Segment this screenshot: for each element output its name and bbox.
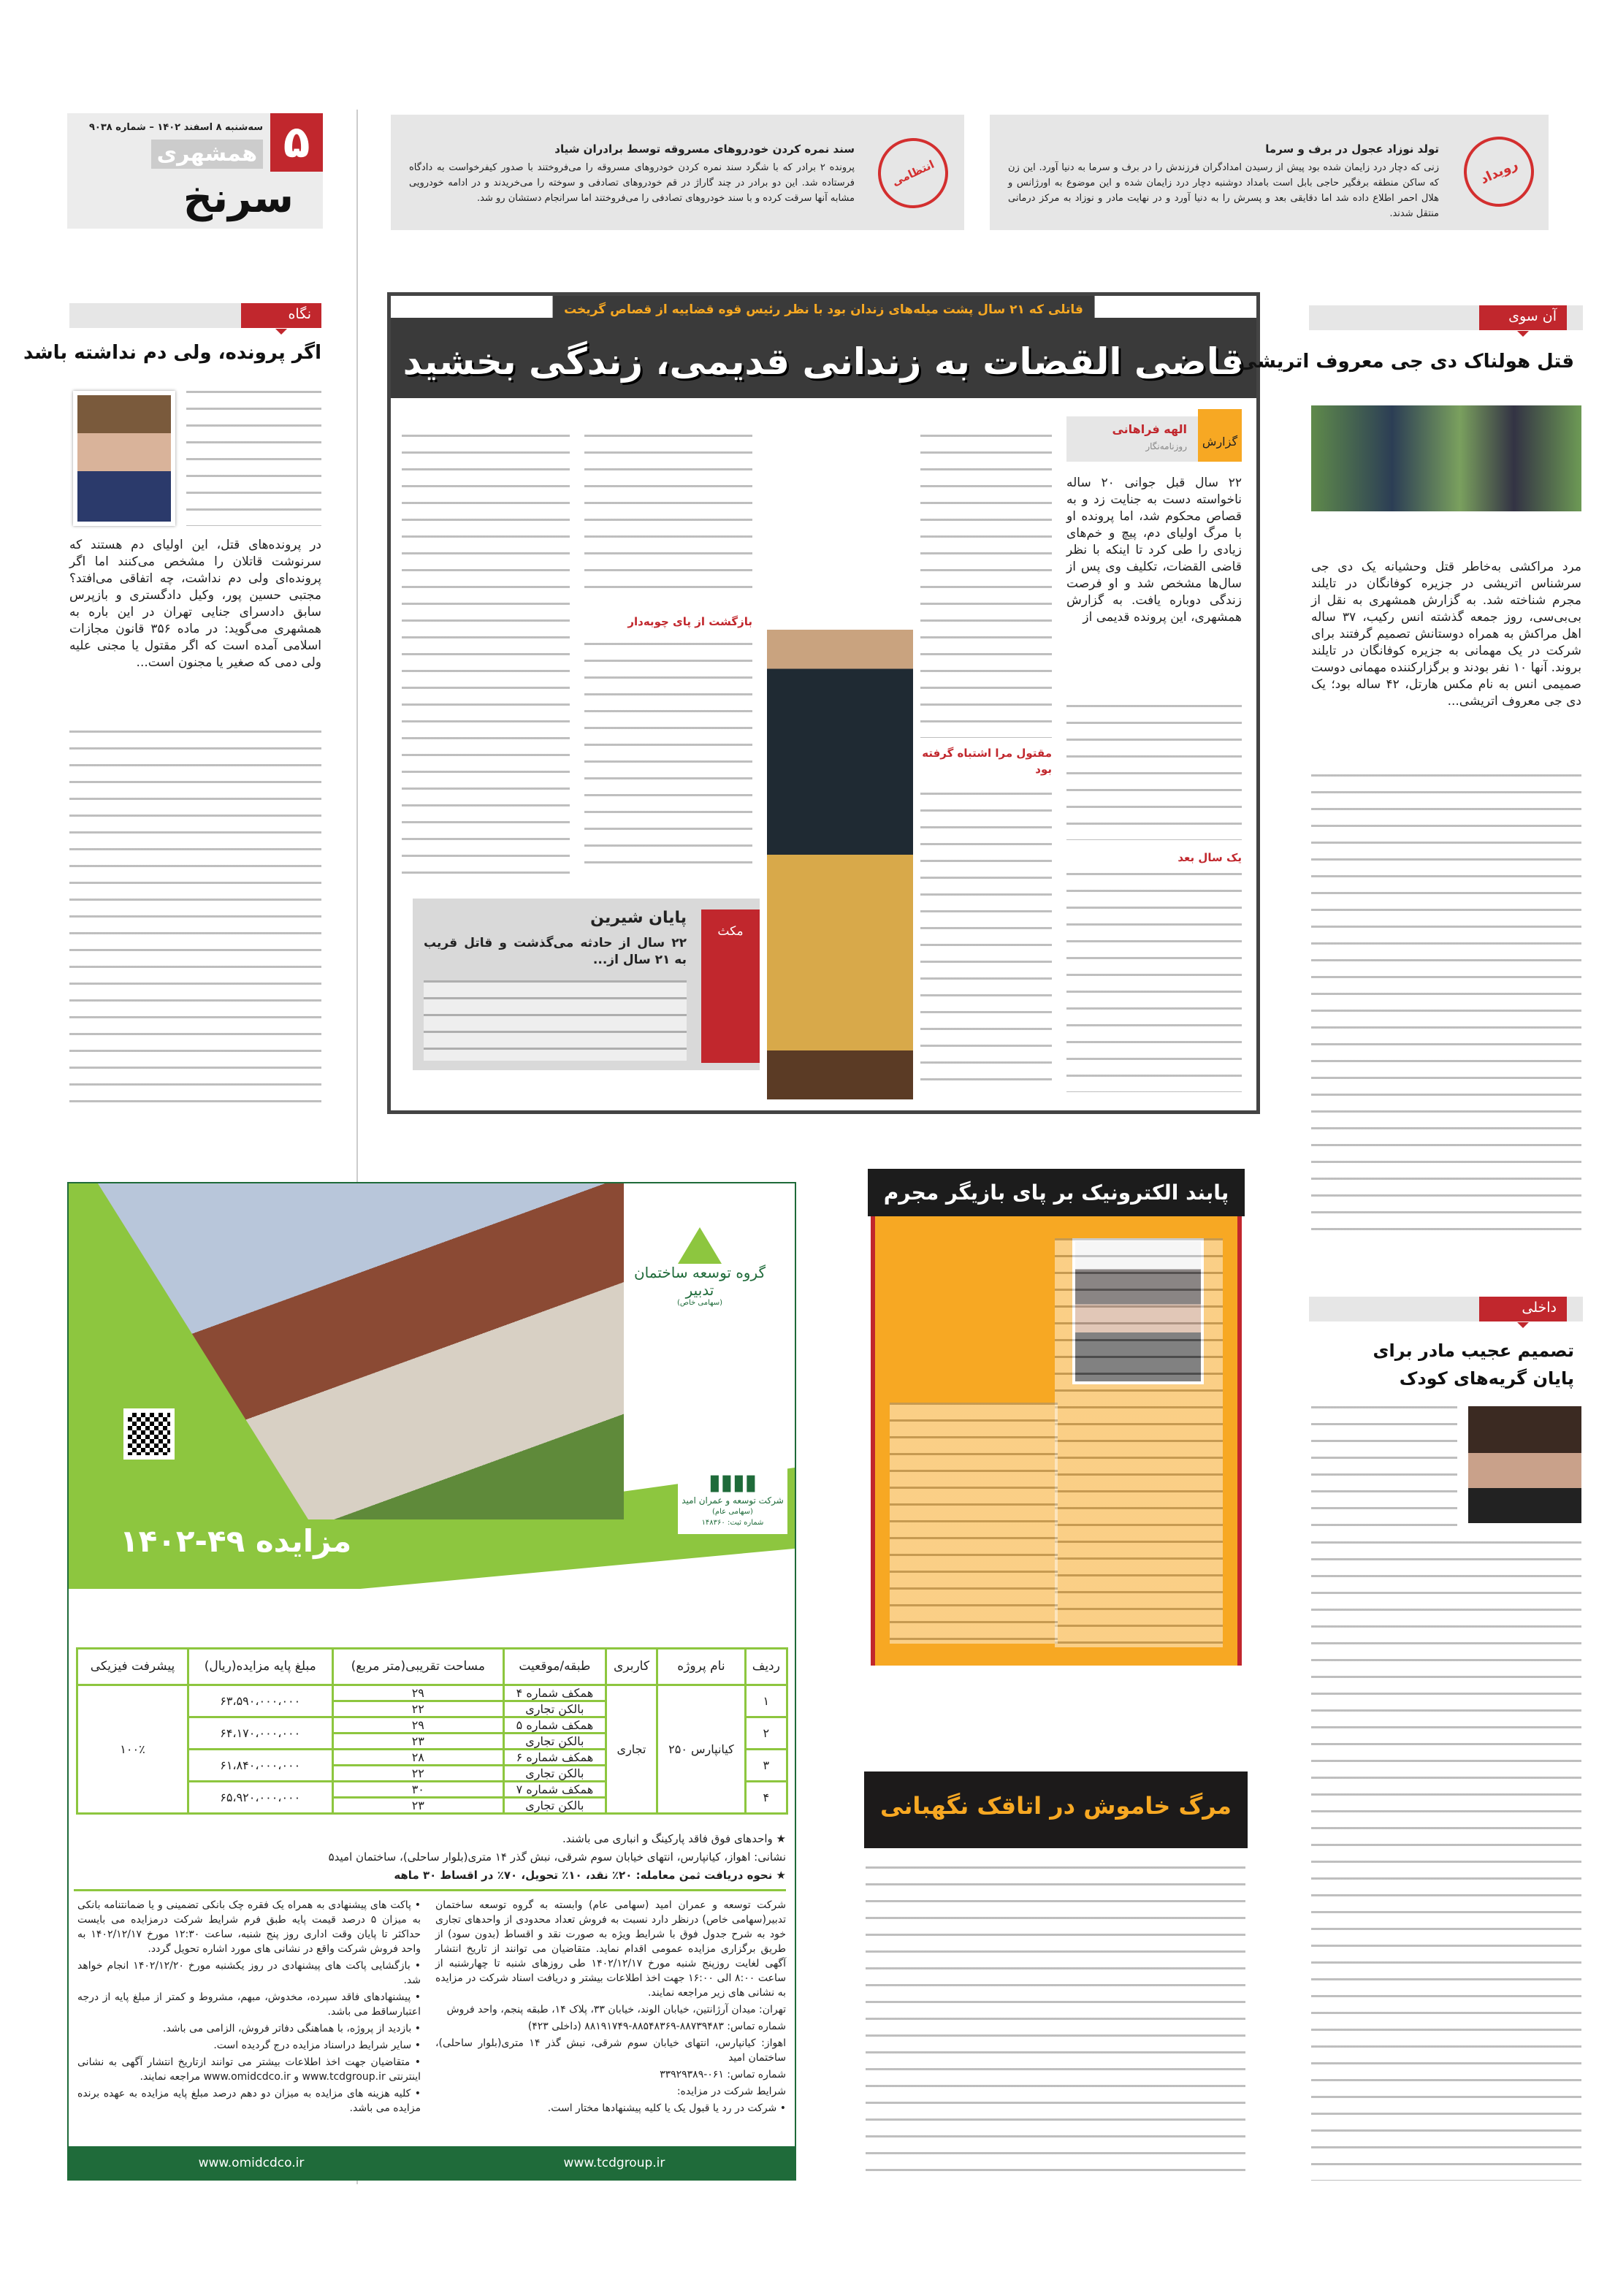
issue-date: سه‌شنبه ۸ اسفند ۱۴۰۲ – شماره ۹۰۳۸ [88,122,263,133]
author-name: الهه فراهانی [1112,422,1187,436]
ad-paragraph: • کلیه هزینه های مزایده به میزان دو دهم درصد مبلغ پایه مزایده به عهده برنده مزایده می باشد. [77,2088,421,2114]
byline [1066,416,1242,462]
ad-notes [74,1830,786,1891]
table-cell: ۲۳ [332,1798,504,1814]
article-title: تصمیم عجیب مادر برای پایان گریه‌های کودک [1373,1340,1574,1389]
table-cell: کیانپارس ۲۵۰ [657,1685,745,1814]
table-cell: ۳۰ [332,1782,504,1798]
text-lines [1311,1541,1581,2181]
article-title: اگر پرونده، ولی دم نداشته باشد [23,342,321,364]
ad-footer [69,2146,795,2179]
text-lines [424,980,687,1061]
teaser-title: تولد نوزاد عجول در برف و سرما [1265,142,1439,156]
table-cell: ۶۴،۱۷۰،۰۰۰،۰۰۰ [188,1717,332,1750]
column-header: مبلغ پایه مزایده(ریال) [188,1649,332,1685]
headline: قاضی القضات به زندانی قدیمی، زندگی بخشید [402,340,1245,383]
masthead [67,113,323,229]
sidebar-box [413,899,760,1070]
text-lines [69,731,321,1110]
text-lines [186,391,321,526]
text-lines [890,1403,1058,1644]
table-cell: ۳ [745,1750,787,1782]
table-cell: ۶۳،۵۹۰،۰۰۰،۰۰۰ [188,1685,332,1717]
table-cell: بالکن تجاری [504,1798,606,1814]
column-header: ردیف [745,1649,787,1685]
subhead: بازگشت از پای چوبه‌دار [627,615,752,628]
table-row [77,1685,787,1701]
section-logo: سرنخ [183,175,294,222]
story-headline: مرگ خاموش در اتاقک نگهبانی [880,1792,1232,1820]
teaser-title: سند نمره کردن خودروهای مسروقه توسط برادران شیاد [554,142,855,156]
note: نشانی: اهواز، کیانپارس، انتهای خیابان سوم شرقی، نبش گذر ۱۴ متری(بلوار ساحلی)، ساختمان امید۵ [328,1850,786,1864]
column-header: مساحت تقریبی(متر مربع) [332,1649,504,1685]
ad-paragraph: • بازدید از پروژه، با هماهنگی دفاتر فروش، الزامی می باشد. [162,2023,421,2034]
table-cell: ۲۹ [332,1685,504,1701]
ad-paragraph: شرایط شرکت در مزایده: [676,2086,786,2097]
stamp-icon: انتظامی [866,126,960,220]
page-number: ۵ [270,113,323,172]
section-label: نگاه [241,303,321,328]
table-cell: ۶۵،۹۲۰،۰۰۰،۰۰۰ [188,1782,332,1814]
ad-column-left [77,1898,421,2118]
teaser-box [391,115,964,230]
auction-ad [67,1182,796,2181]
hand-logo-icon: ▮▮▮▮ [708,1470,757,1495]
story-headline: پابند الکترونیک بر پای بازیگر مجرم [868,1169,1245,1216]
text-lines [920,435,1052,738]
prisoner-photo [767,610,913,1099]
text-lines [584,435,752,603]
table-cell: بالکن تجاری [504,1734,606,1750]
ad-paragraph: اهواز: کیانپارس، انتهای خیابان سوم شرقی، نبش گذر ۱۴ متری(بلوار ساحلی)، ساختمان امید [435,2037,787,2064]
text-lines [1311,1406,1457,1538]
ad-paragraph: شرکت توسعه و عمران امید (سهامی عام) وابسته به گروه توسعه ساختمان تدبیر(سهامی خاص) درنظر دارد نسبت به فروش تعداد محدودی از واحدهای تجاری خود به شرح جدول فوق با شرایط ویژه به صورت نقد و اقساط (بدون سود) از طریق برگزاری مزایده عمومی اقدام نماید. متقاضیان می توانند از تاریخ انتشار آگهی لغایت روزپنج شنبه مورخ ۱۴۰۲/۱۲/۱۷ طی روزهای شنبه تا چهارشنبه از ساعت ۸:۰۰ الی ۱۶:۰۰ جهت اخذ اطلاعات بیشتر و دریافت اسناد شرکت در مزایده به نشانی های زیر مراجعه نمایند. [435,1899,787,1999]
article-body: در پرونده‌های قتل، این اولیای دم هستند که سرنوشت قاتلان را مشخص می‌کنند اما اگر پرونده‌ای ولی دم نداشت، چه اتفاقی می‌افتد؟ مجتبی حسین پور، وکیل دادگستری و بازپرس سابق دادسرای جنایی تهران در این باره به همشهری می‌گوید: در ماده ۳۵۶ قانون مجازات اسلامی آمده است که اگر مقتول یا مجنی علیه ولی دمی که صغیر یا مجنون است... [69,538,322,670]
teaser-box [990,115,1549,230]
stamp-icon: رویداد [1452,125,1546,218]
box-label: مکث [701,909,760,1063]
qr-code-icon [123,1408,175,1460]
company-reg: شماره ثبت: ۱۴۸۳۶۰ [701,1519,764,1527]
text-lines [584,643,752,877]
group-logo-text: گروه توسعه ساختمان تدبیر [633,1264,766,1299]
yellow-story [871,1169,1242,1666]
box-body: ۲۲ سال از حادثه می‌گذشت و قاتل قریب به ۲۱ سال از... [424,936,687,967]
subhead: یک سال بعد [1177,851,1242,864]
table-cell: ۲۳ [332,1734,504,1750]
ad-title: مزایده ۴۹-۱۴۰۲ [120,1523,352,1559]
kicker: قاتلی که ۲۱ سال پشت میله‌های زندان بود با نظر رئیس قوه قضاییه از قصاص گریخت [552,296,1095,324]
subhead: مقتول مرا اشتباه گرفته بود [922,747,1052,776]
article-lead: ۲۲ سال قبل جوانی ۲۰ ساله ناخواسته دست به جنایت زد و به قصاص محکوم شد، اما پرونده او با مرگ اولیای دم، پیچ و خم‌های زیادی را طی کرد تا اینکه با نظر قاضی القضات، تکلیف وی پس از سال‌ها مشخص شد و او فرصت زندگی دوباره یافت. به گزارش همشهری، این پرونده قدیمی از [1066,476,1243,625]
group-logo-sub: (سهامی خاص) [676,1299,723,1307]
text-lines [920,793,1052,1085]
group-logo [619,1227,780,1307]
author-photo [73,391,175,526]
table-cell: ۲۲ [332,1766,504,1782]
table-cell: همکف شماره ۶ [504,1750,606,1766]
ad-paragraph: • سایر شرایط دراسناد مزایده درج گردیده است. [213,2040,421,2051]
article-body: مرد مراکشی به‌خاطر قتل وحشیانه یک دی جی سرشناس اتریشی در جزیره کوفانگان در تایلند مجرم شناخته شد. به گزارش همشهری به نقل از بی‌بی‌سی، روز جمعه گذشته انس رکیب، ۳۷ ساله اهل مراکش به همراه دوستانش تصمیم گرفتند برای شرکت در یک مهمانی به جزیره کوفانگان در تایلند بروند. آنها ۱۰ نفر بودند و برگزارکننده مهمانی دوست صمیمی انس به نام مکس هارتل، ۴۲ ساله بود؛ یک دی جی معروف اتریشی... [1311,560,1582,709]
author-role: روزنامه‌نگار [1145,441,1187,451]
section-tag: گزارش [1198,409,1242,462]
table-cell: ۶۱،۸۴۰،۰۰۰،۰۰۰ [188,1750,332,1782]
table-cell: ۲۸ [332,1750,504,1766]
footer-url[interactable]: www.tcdgroup.ir [563,2155,665,2170]
arrest-photo [1311,405,1581,511]
ad-paragraph: • متقاضیان جهت اخذ اطلاعات بیشتر می توانند ازتاریخ انتشار آگهی به نشانی اینترنتی www.tcdgroup.ir و www.omidcdco.ir مراجعه نمایند. [77,2056,421,2083]
table-cell: همکف شماره ۵ [504,1717,606,1734]
paper-name: همشهری [151,140,263,169]
company-logo [678,1465,787,1534]
column-header: پیشرفت فیزیکی [77,1649,188,1685]
text-lines [402,435,570,877]
note: ★ واحدهای فوق فاقد پارکینگ و انباری می باشند. [562,1832,786,1845]
text-lines [1066,705,1242,840]
table-cell: بالکن تجاری [504,1766,606,1782]
table-cell: همکف شماره ۴ [504,1685,606,1701]
table-cell: همکف شماره ۷ [504,1782,606,1798]
table-cell: ۲۲ [332,1701,504,1717]
column-header: طبقه/موقعیت [504,1649,606,1685]
ad-paragraph: • پیشنهادهای فاقد سپرده، مخدوش، مبهم، مشروط و کمتر از مبلغ پایه از درجه اعتبارساقط می باشد. [77,1991,421,2018]
section-label: آن سوی مرز [1479,305,1567,330]
main-article [387,292,1260,1114]
mother-photo [1468,1406,1581,1523]
ad-paragraph: • بازگشایی پاکت های پیشنهادی در روز یکشنبه مورخ ۱۴۰۲/۱۲/۲۰ انجام خواهد شد. [77,1960,421,1986]
teaser-body: زنی که دچار درد زایمان شده بود پیش از رسیدن امدادگران فرزندش را در برف و سرما به دنیا آورد. این زن که ساکن منطقه برفگیر حاجی بابل است بامداد دوشنبه دچار درد زایمان شده و این موضوع به اورژانس و هلال احمر اطلاع داده شد اما دقایقی بعد و پسرش را به دنیا آورد و در نهایت مادر و نوزاد به مرکز درمانی منتقل شدند. [1008,162,1439,219]
table-cell: ۲ [745,1717,787,1750]
table-cell: ۲۹ [332,1717,504,1734]
company-name: شرکت توسعه و عمران امید [682,1495,784,1506]
ad-paragraph: شماره تماس: ۰۶۱-۳۳۹۲۹۳۸۹ [660,2069,786,2080]
box-title: پایان شیرین [590,909,687,927]
table-cell: ۱۰۰٪ [77,1685,188,1814]
company-sub: (سهامی عام) [712,1508,753,1516]
table-cell: تجاری [606,1685,657,1814]
section-label: داخلی [1479,1297,1567,1321]
black-story-header [864,1771,1248,1848]
ad-column-right [435,1898,786,2118]
teaser-body: پرونده ۲ برادر که با شگرد سند نمره کردن خودروهای مسروقه را می‌فروختند با صدور کیفرخواست به دادگاه فرستاده شد. این دو برادر در چند گاراژ در قم خودروهای تصادفی و سوخته را می‌خریدند و در ادامه خودرویی مشابه آنها سرقت کرده و با سند خودروهای تصادفی را می‌فروختند اما سرانجام دستشان رو شد. [409,162,855,204]
column-header: کاربری [606,1649,657,1685]
text-lines [1311,774,1581,1235]
ad-paragraph: • پاکت های پیشنهادی به همراه یک فقره چک بانکی تضمینی و یا ضمانتنامه بانکی به میزان ۵ درصد قیمت پایه طبق فرم شرایط شرکت درمزایده می بایست حداکثر تا پایان وقت اداری روز پنج شنبه، ساعت ۱۲:۳۰ مورخ ۱۴۰۲/۱۲/۱۷ به واحد فروش شرکت واقع در نشانی های مورد اشاره تحویل گردد. [77,1899,421,1955]
ad-paragraph: • شرکت در رد یا قبول یک یا کلیه پیشنهادها مختار است. [547,2102,786,2114]
article-title: قتل هولناک دی جی معروف اتریشی [1237,351,1574,373]
triangle-logo-icon [678,1227,722,1264]
table-cell: ۴ [745,1782,787,1814]
text-lines [1055,1238,1223,1647]
text-lines [866,1866,1245,2181]
table-cell: ۱ [745,1685,787,1717]
footer-url[interactable]: www.omidcdco.ir [198,2155,305,2170]
ad-paragraph: تهران: میدان آرژانتین، خیابان الوند، خیابان ۳۳، پلاک ۱۴، طبقه پنجم، واحد فروش [446,2004,786,2015]
text-lines [1066,873,1242,1092]
table-cell: بالکن تجاری [504,1701,606,1717]
table-header [77,1649,787,1685]
auction-table [76,1647,788,1815]
note: ★ نحوه دریافت ثمن معامله: ۲۰٪ نقد، ۱۰٪ تحویل، ۷۰٪ در اقساط ۳۰ ماهه [394,1869,786,1882]
column-header: نام پروژه [657,1649,745,1685]
ad-paragraph: شماره تماس: ۸۸۷۳۹۴۸۳-۸۸۵۴۸۳۶۹-۸۸۱۹۱۷۴۹ (داخلی ۴۲۳) [527,2021,786,2032]
